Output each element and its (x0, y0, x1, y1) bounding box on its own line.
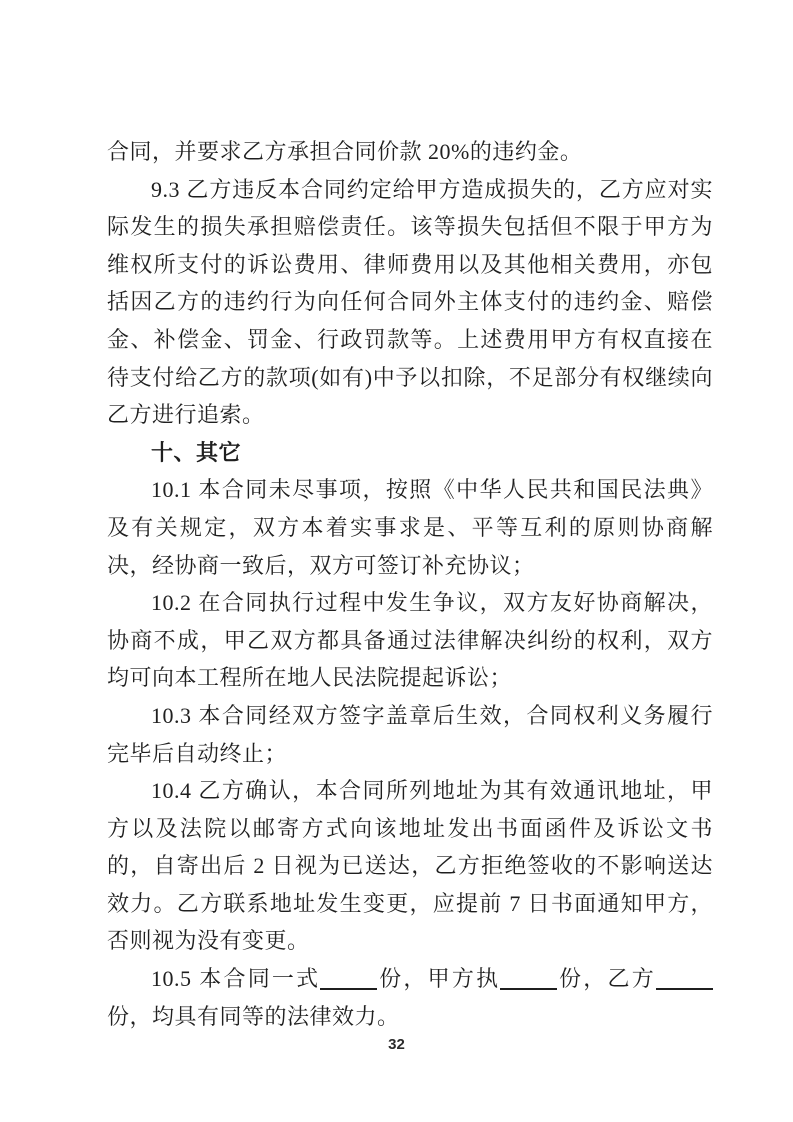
text-run: 份，均具有同等的法律效力。 (107, 1003, 400, 1029)
text-run: 10.2 在合同执行过程中发生争议，双方友好协商解决，协商不成，甲乙双方都具备通过法律解决纠纷的权利，双方均可向本工程所在地人民法院提起诉讼； (107, 590, 713, 691)
para-continuation (107, 133, 713, 171)
clause-10-4 (107, 772, 713, 960)
text-run: 10.3 本合同经双方签字盖章后生效，合同权利义务履行完毕后自动终止； (107, 702, 713, 766)
text-run: 合同，并要求乙方承担合同价款 20%的违约金。 (107, 139, 583, 164)
text-run: 9.3 乙方违反本合同约定给甲方造成损失的，乙方应对实际发生的损失承担赔偿责任。该等损失包括但不限于甲方为维权所支付的诉讼费用、律师费用以及其他相关费用，亦包括因乙方的违约行为向任何合同外主体支付的违约金、赔偿金、补偿金、罚金、行政罚款等。上述费用甲方有权直接在待支付给乙方的款项(如有)中予以扣除，不足部分有权继续向乙方进行追索。 (107, 176, 713, 428)
heading-section-10 (107, 434, 713, 472)
text-run: 10.5 本合同一式 (151, 966, 321, 992)
text-run: 10.4 乙方确认，本合同所列地址为其有效通讯地址，甲方以及法院以邮寄方式向该地址发出书面函件及诉讼文书的，自寄出后 2 日视为已送达，乙方拒绝签收的不影响送达效力。乙方联系地址发生变更，应提前 7 日书面通知甲方，否则视为没有变更。 (107, 778, 713, 954)
page-number: 32 (388, 1036, 405, 1053)
text-run: 10.1 本合同未尽事项，按照《中华人民共和国民法典》及有关规定，双方本着实事求是、平等互利的原则协商解决，经协商一致后，双方可签订补充协议； (107, 477, 713, 578)
clause-9-3 (107, 171, 713, 434)
clause-10-2 (107, 584, 713, 697)
clause-10-3 (107, 697, 713, 772)
clause-10-1 (107, 471, 713, 584)
party-a-copies-blank-underline (500, 988, 557, 990)
contract-body (107, 133, 713, 1035)
party-b-copies-blank-underline (656, 988, 713, 990)
text-run: 份，甲方执 (377, 966, 501, 992)
clause-10-5 (107, 960, 713, 1035)
copies-total-blank-underline (320, 988, 377, 990)
text-run: 份，乙方 (557, 966, 656, 992)
text-run: 十、其它 (151, 439, 242, 465)
